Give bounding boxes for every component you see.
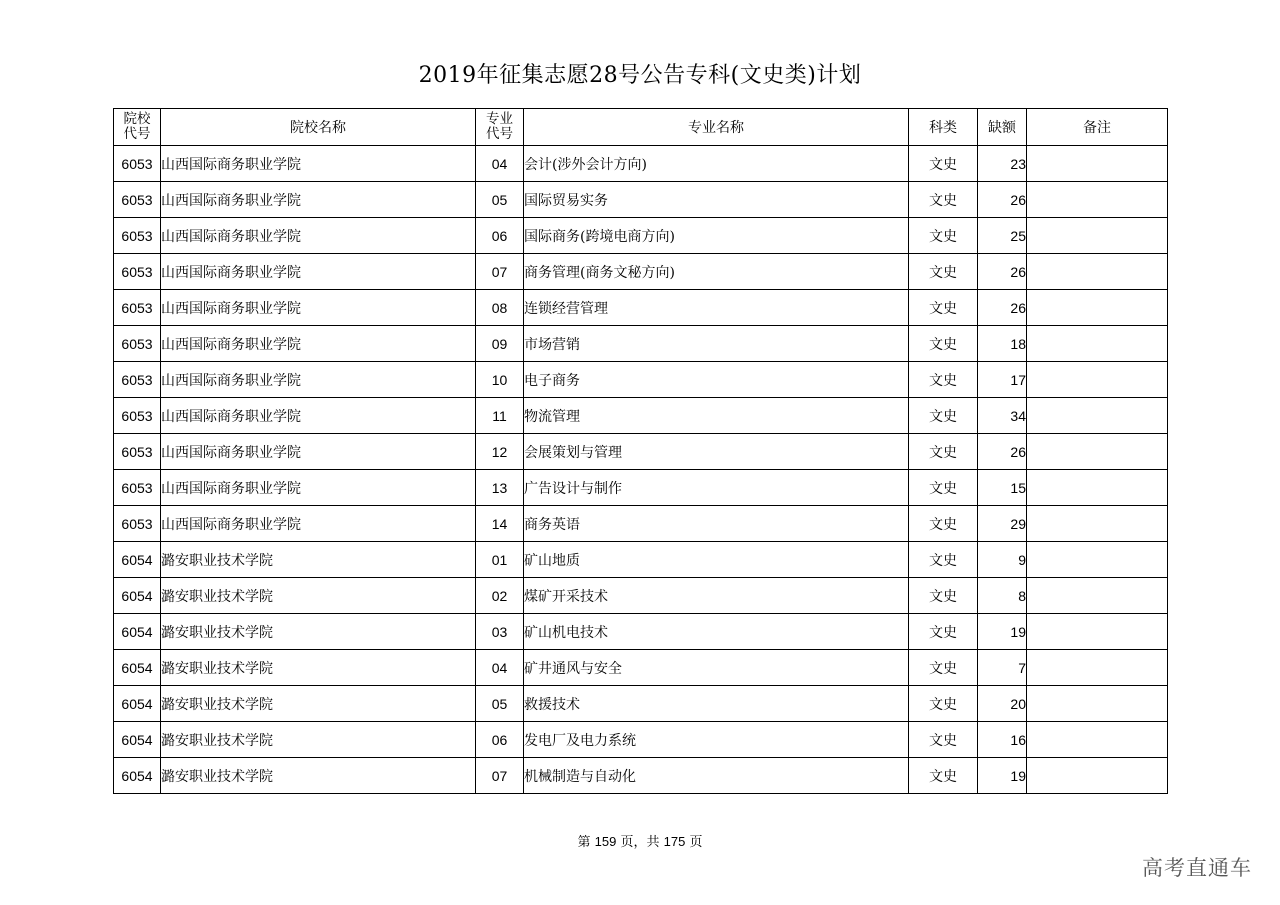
cell-major-code: 07 xyxy=(476,758,524,794)
cell-major-name: 市场营销 xyxy=(524,326,909,362)
cell-note xyxy=(1027,578,1168,614)
cell-vacancy: 23 xyxy=(978,146,1027,182)
cell-school-code: 6053 xyxy=(114,290,161,326)
cell-school-name: 山西国际商务职业学院 xyxy=(161,146,476,182)
footer-suffix: 页 xyxy=(689,835,703,850)
cell-school-code: 6054 xyxy=(114,542,161,578)
cell-major-code: 08 xyxy=(476,290,524,326)
cell-school-name: 山西国际商务职业学院 xyxy=(161,506,476,542)
cell-note xyxy=(1027,506,1168,542)
cell-major-name: 矿山机电技术 xyxy=(524,614,909,650)
table-body xyxy=(114,146,1168,794)
cell-school-code: 6054 xyxy=(114,614,161,650)
cell-major-name: 发电厂及电力系统 xyxy=(524,722,909,758)
cell-school-name: 山西国际商务职业学院 xyxy=(161,398,476,434)
cell-category: 文史 xyxy=(909,362,978,398)
cell-school-code: 6054 xyxy=(114,686,161,722)
cell-note xyxy=(1027,398,1168,434)
cell-major-name: 会计(涉外会计方向) xyxy=(524,146,909,182)
cell-category: 文史 xyxy=(909,218,978,254)
cell-school-name: 潞安职业技术学院 xyxy=(161,650,476,686)
cell-school-code: 6054 xyxy=(114,758,161,794)
page-footer xyxy=(0,831,1280,850)
cell-vacancy: 7 xyxy=(978,650,1027,686)
cell-school-code: 6053 xyxy=(114,362,161,398)
cell-note xyxy=(1027,614,1168,650)
cell-note xyxy=(1027,650,1168,686)
cell-major-name: 商务英语 xyxy=(524,506,909,542)
cell-major-code: 13 xyxy=(476,470,524,506)
cell-major-code: 05 xyxy=(476,182,524,218)
cell-major-code: 09 xyxy=(476,326,524,362)
footer-prefix: 第 xyxy=(577,835,591,850)
cell-major-code: 03 xyxy=(476,614,524,650)
cell-category: 文史 xyxy=(909,182,978,218)
cell-major-code: 02 xyxy=(476,578,524,614)
footer-total-pages: 175 xyxy=(663,834,686,849)
cell-major-code: 10 xyxy=(476,362,524,398)
header-school-code: 院校 代号 xyxy=(114,109,161,146)
cell-vacancy: 29 xyxy=(978,506,1027,542)
cell-school-name: 山西国际商务职业学院 xyxy=(161,218,476,254)
cell-category: 文史 xyxy=(909,290,978,326)
cell-vacancy: 26 xyxy=(978,290,1027,326)
cell-school-name: 山西国际商务职业学院 xyxy=(161,470,476,506)
plan-table xyxy=(113,108,1168,794)
cell-major-code: 06 xyxy=(476,722,524,758)
cell-school-code: 6054 xyxy=(114,578,161,614)
cell-school-name: 山西国际商务职业学院 xyxy=(161,326,476,362)
cell-category: 文史 xyxy=(909,614,978,650)
cell-major-name: 商务管理(商务文秘方向) xyxy=(524,254,909,290)
cell-note xyxy=(1027,434,1168,470)
cell-vacancy: 15 xyxy=(978,470,1027,506)
cell-vacancy: 26 xyxy=(978,434,1027,470)
cell-school-name: 山西国际商务职业学院 xyxy=(161,290,476,326)
cell-vacancy: 18 xyxy=(978,326,1027,362)
cell-note xyxy=(1027,686,1168,722)
cell-school-name: 潞安职业技术学院 xyxy=(161,758,476,794)
table-row xyxy=(114,578,1168,614)
table-row xyxy=(114,542,1168,578)
cell-major-code: 06 xyxy=(476,218,524,254)
table-row xyxy=(114,182,1168,218)
cell-note xyxy=(1027,542,1168,578)
cell-major-code: 12 xyxy=(476,434,524,470)
cell-vacancy: 25 xyxy=(978,218,1027,254)
cell-vacancy: 8 xyxy=(978,578,1027,614)
cell-school-code: 6053 xyxy=(114,434,161,470)
cell-major-name: 会展策划与管理 xyxy=(524,434,909,470)
cell-vacancy: 26 xyxy=(978,182,1027,218)
cell-major-name: 救援技术 xyxy=(524,686,909,722)
cell-category: 文史 xyxy=(909,470,978,506)
table-row xyxy=(114,146,1168,182)
watermark-text: 高考直通车 xyxy=(1142,856,1252,880)
cell-major-name: 电子商务 xyxy=(524,362,909,398)
cell-major-code: 14 xyxy=(476,506,524,542)
table-row xyxy=(114,218,1168,254)
cell-category: 文史 xyxy=(909,254,978,290)
cell-major-code: 04 xyxy=(476,650,524,686)
cell-category: 文史 xyxy=(909,650,978,686)
table-header-row xyxy=(114,109,1168,146)
cell-note xyxy=(1027,290,1168,326)
cell-school-name: 山西国际商务职业学院 xyxy=(161,182,476,218)
cell-major-code: 05 xyxy=(476,686,524,722)
header-vacancy: 缺额 xyxy=(978,109,1027,146)
cell-school-code: 6054 xyxy=(114,722,161,758)
cell-major-name: 机械制造与自动化 xyxy=(524,758,909,794)
cell-major-name: 矿山地质 xyxy=(524,542,909,578)
table-row xyxy=(114,650,1168,686)
cell-vacancy: 19 xyxy=(978,614,1027,650)
cell-note xyxy=(1027,254,1168,290)
cell-note xyxy=(1027,146,1168,182)
table-row xyxy=(114,254,1168,290)
cell-school-code: 6053 xyxy=(114,146,161,182)
table-row xyxy=(114,398,1168,434)
cell-vacancy: 20 xyxy=(978,686,1027,722)
header-major-name: 专业名称 xyxy=(524,109,909,146)
cell-major-code: 07 xyxy=(476,254,524,290)
cell-school-name: 潞安职业技术学院 xyxy=(161,578,476,614)
cell-note xyxy=(1027,758,1168,794)
table-row xyxy=(114,614,1168,650)
cell-category: 文史 xyxy=(909,542,978,578)
cell-major-name: 连锁经营管理 xyxy=(524,290,909,326)
cell-major-name: 物流管理 xyxy=(524,398,909,434)
table-row xyxy=(114,290,1168,326)
footer-page-number: 159 xyxy=(594,834,617,849)
cell-major-code: 01 xyxy=(476,542,524,578)
cell-category: 文史 xyxy=(909,434,978,470)
cell-category: 文史 xyxy=(909,146,978,182)
cell-vacancy: 26 xyxy=(978,254,1027,290)
cell-major-name: 国际贸易实务 xyxy=(524,182,909,218)
cell-school-name: 潞安职业技术学院 xyxy=(161,722,476,758)
header-note: 备注 xyxy=(1027,109,1168,146)
table-row xyxy=(114,434,1168,470)
cell-school-name: 山西国际商务职业学院 xyxy=(161,434,476,470)
cell-note xyxy=(1027,326,1168,362)
cell-school-name: 山西国际商务职业学院 xyxy=(161,254,476,290)
cell-school-name: 山西国际商务职业学院 xyxy=(161,362,476,398)
cell-major-name: 煤矿开采技术 xyxy=(524,578,909,614)
cell-school-code: 6053 xyxy=(114,218,161,254)
cell-school-code: 6053 xyxy=(114,326,161,362)
cell-vacancy: 19 xyxy=(978,758,1027,794)
cell-school-code: 6053 xyxy=(114,506,161,542)
cell-note xyxy=(1027,182,1168,218)
table-row xyxy=(114,758,1168,794)
cell-school-code: 6053 xyxy=(114,398,161,434)
table-row xyxy=(114,326,1168,362)
cell-major-code: 11 xyxy=(476,398,524,434)
header-category: 科类 xyxy=(909,109,978,146)
header-school-name: 院校名称 xyxy=(161,109,476,146)
table-row xyxy=(114,686,1168,722)
cell-school-name: 潞安职业技术学院 xyxy=(161,614,476,650)
table-row xyxy=(114,470,1168,506)
cell-category: 文史 xyxy=(909,326,978,362)
cell-category: 文史 xyxy=(909,398,978,434)
cell-note xyxy=(1027,470,1168,506)
cell-school-code: 6054 xyxy=(114,650,161,686)
cell-category: 文史 xyxy=(909,758,978,794)
page-title: 2019年征集志愿28号公告专科(文史类)计划 xyxy=(418,63,862,88)
cell-category: 文史 xyxy=(909,686,978,722)
cell-vacancy: 9 xyxy=(978,542,1027,578)
cell-major-name: 矿井通风与安全 xyxy=(524,650,909,686)
table-row xyxy=(114,506,1168,542)
cell-major-name: 广告设计与制作 xyxy=(524,470,909,506)
cell-note xyxy=(1027,362,1168,398)
cell-note xyxy=(1027,218,1168,254)
cell-major-code: 04 xyxy=(476,146,524,182)
table-row xyxy=(114,722,1168,758)
footer-middle: 页，共 xyxy=(620,835,660,850)
cell-category: 文史 xyxy=(909,578,978,614)
cell-school-code: 6053 xyxy=(114,182,161,218)
table-row xyxy=(114,362,1168,398)
cell-school-code: 6053 xyxy=(114,470,161,506)
cell-school-code: 6053 xyxy=(114,254,161,290)
cell-school-name: 潞安职业技术学院 xyxy=(161,686,476,722)
cell-vacancy: 17 xyxy=(978,362,1027,398)
cell-note xyxy=(1027,722,1168,758)
header-major-code: 专业 代号 xyxy=(476,109,524,146)
cell-school-name: 潞安职业技术学院 xyxy=(161,542,476,578)
cell-vacancy: 34 xyxy=(978,398,1027,434)
cell-category: 文史 xyxy=(909,722,978,758)
cell-major-name: 国际商务(跨境电商方向) xyxy=(524,218,909,254)
cell-category: 文史 xyxy=(909,506,978,542)
cell-vacancy: 16 xyxy=(978,722,1027,758)
